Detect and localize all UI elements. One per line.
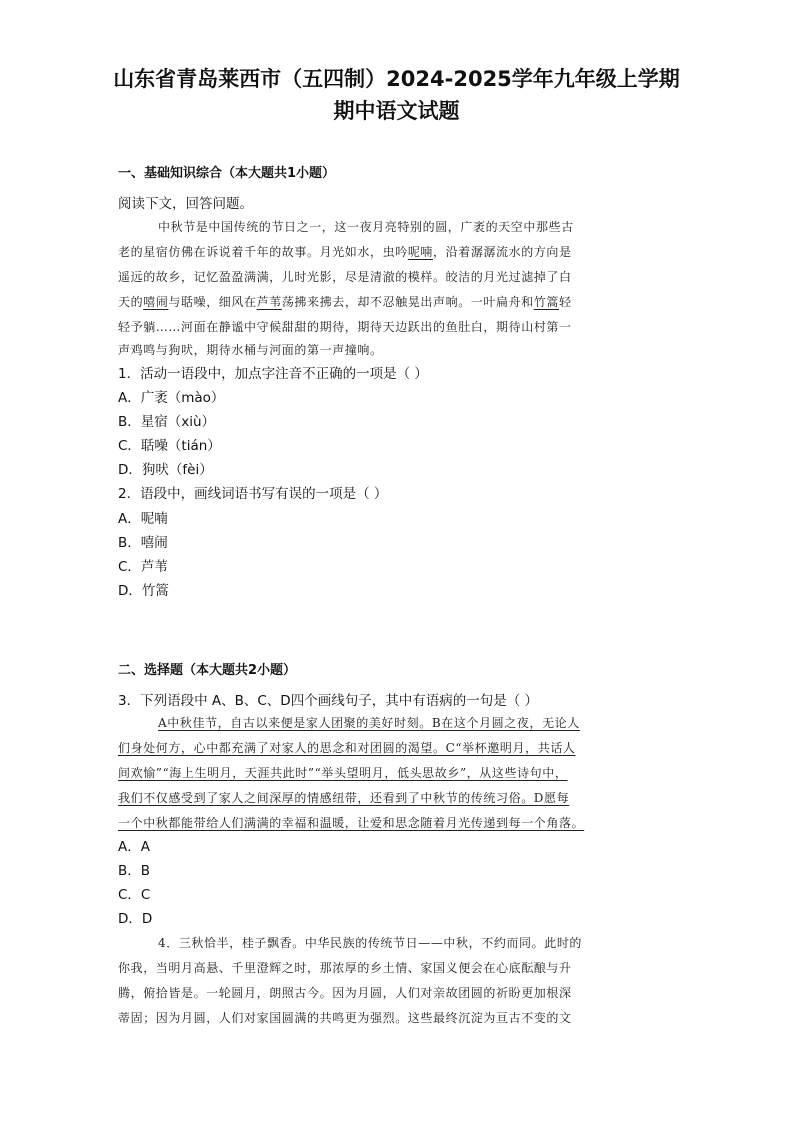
q3-passage-line-1: A中秋佳节，自古以来便是家人团聚的美好时刻。B在这个月圆之夜，无论人 — [158, 716, 580, 730]
question-4-line-3: 腾，俯拾皆是。一轮圆月，朗照古今。因为月圆，人们对亲故团圆的祈盼更加根深 — [118, 986, 572, 1000]
q3-passage-line-3: 间欢愉”“海上生明月，天涯共此时”“举头望明月，低头思故乡”，从这些诗句中， — [118, 766, 568, 780]
passage-text: ，沿着潺潺流水的方向是 — [433, 245, 572, 259]
q3-passage-line-4: 我们不仅感受到了家人之间深厚的情感纽带，还看到了中秋节的传统习俗。D愿每 — [118, 791, 570, 805]
passage-line-1: 中秋节是中国传统的节日之一，这一夜月亮特别的圆，广袤的天空中那些古 — [158, 220, 574, 234]
q3-option-d[interactable]: D．D — [118, 911, 153, 927]
question-4-line-4: 蒂固；因为月圆，人们对家国圆满的共鸣更为强烈。这些最终沉淀为亘古不变的文 — [118, 1011, 572, 1025]
q2-option-a[interactable]: A．呢喃 — [118, 511, 168, 527]
document-title-line1: 山东省青岛莱西市（五四制）2024-2025学年九年级上学期 — [113, 67, 680, 91]
q2-option-c[interactable]: C．芦苇 — [118, 559, 168, 575]
underlined-word-xinao: 嘻闹 — [143, 295, 169, 309]
passage-line-3: 遥远的故乡，记忆盈盈满满，儿时光影，尽是清澈的模样。皎洁的月光过滤掉了白 — [118, 270, 572, 284]
passage-text: 与聒噪，细风在 — [168, 295, 257, 309]
q2-option-b[interactable]: B．嘻闹 — [118, 535, 168, 551]
passage-line-2 — [118, 243, 572, 260]
q1-option-c[interactable]: C．聒噪（tián） — [118, 438, 221, 454]
section1-intro: 阅读下文，回答问题。 — [118, 196, 253, 212]
passage-text: 荡拂来拂去，却不忍触晃出声响。一叶扁舟和 — [281, 295, 534, 309]
passage-line-5: 轻予躺……河面在静谧中守候甜甜的期待，期待天边跃出的鱼肚白，期待山村第一 — [118, 320, 572, 334]
q1-option-a[interactable]: A．广袤（mào） — [118, 390, 225, 406]
question-2-stem: 2．语段中，画线词语书写有误的一项是（ ） — [118, 486, 388, 502]
question-1-stem: 1．活动一语段中，加点字注音不正确的一项是（ ） — [118, 366, 428, 382]
underlined-word-zhugao: 竹篙 — [533, 295, 560, 309]
section2-heading: 二、选择题（本大题共2小题） — [118, 663, 297, 678]
q3-passage-line-5: 一个中秋都能带给人们满满的幸福和温暖，让爱和思念随着月光传递到每一个角落。 — [118, 816, 585, 830]
section1-heading: 一、基础知识综合（本大题共1小题） — [118, 166, 336, 181]
passage-text: 天的 — [118, 295, 144, 309]
question-4-line-1: 4．三秋恰半，桂子飘香。中华民族的传统节日——中秋，不约而同。此时的 — [158, 936, 583, 950]
q2-option-d[interactable]: D．竹篙 — [118, 583, 169, 599]
q1-option-b[interactable]: B．星宿（xiù） — [118, 414, 216, 430]
underlined-word-luwei: 芦苇 — [256, 295, 282, 309]
question-3-stem: 3．下列语段中 A、B、C、D四个画线句子，其中有语病的一句是（ ） — [118, 693, 538, 709]
q3-option-a[interactable]: A．A — [118, 839, 150, 855]
underlined-word-nenan: 呢喃 — [407, 245, 434, 259]
q3-passage-line-2: 们身处何方，心中都充满了对家人的思念和对团圆的渴望。C“举杯邀明月，共话人 — [118, 741, 576, 755]
q3-option-b[interactable]: B．B — [118, 863, 151, 879]
passage-line-4 — [118, 293, 572, 310]
passage-text: 轻 — [559, 295, 572, 309]
document-title-line2: 期中语文试题 — [333, 99, 460, 123]
q3-option-c[interactable]: C．C — [118, 887, 151, 903]
q1-option-d[interactable]: D．狗吠（fèi） — [118, 462, 213, 478]
question-4-line-2: 你我，当明月高悬、千里澄辉之时，那浓厚的乡土情、家国义便会在心底酝酿与升 — [118, 961, 572, 975]
passage-text: 老的星宿仿佛在诉说着千年的故事。月光如水，虫吟 — [118, 245, 408, 259]
passage-line-6: 声鸡鸣与狗吠，期待水桶与河面的第一声撞响。 — [118, 343, 383, 357]
